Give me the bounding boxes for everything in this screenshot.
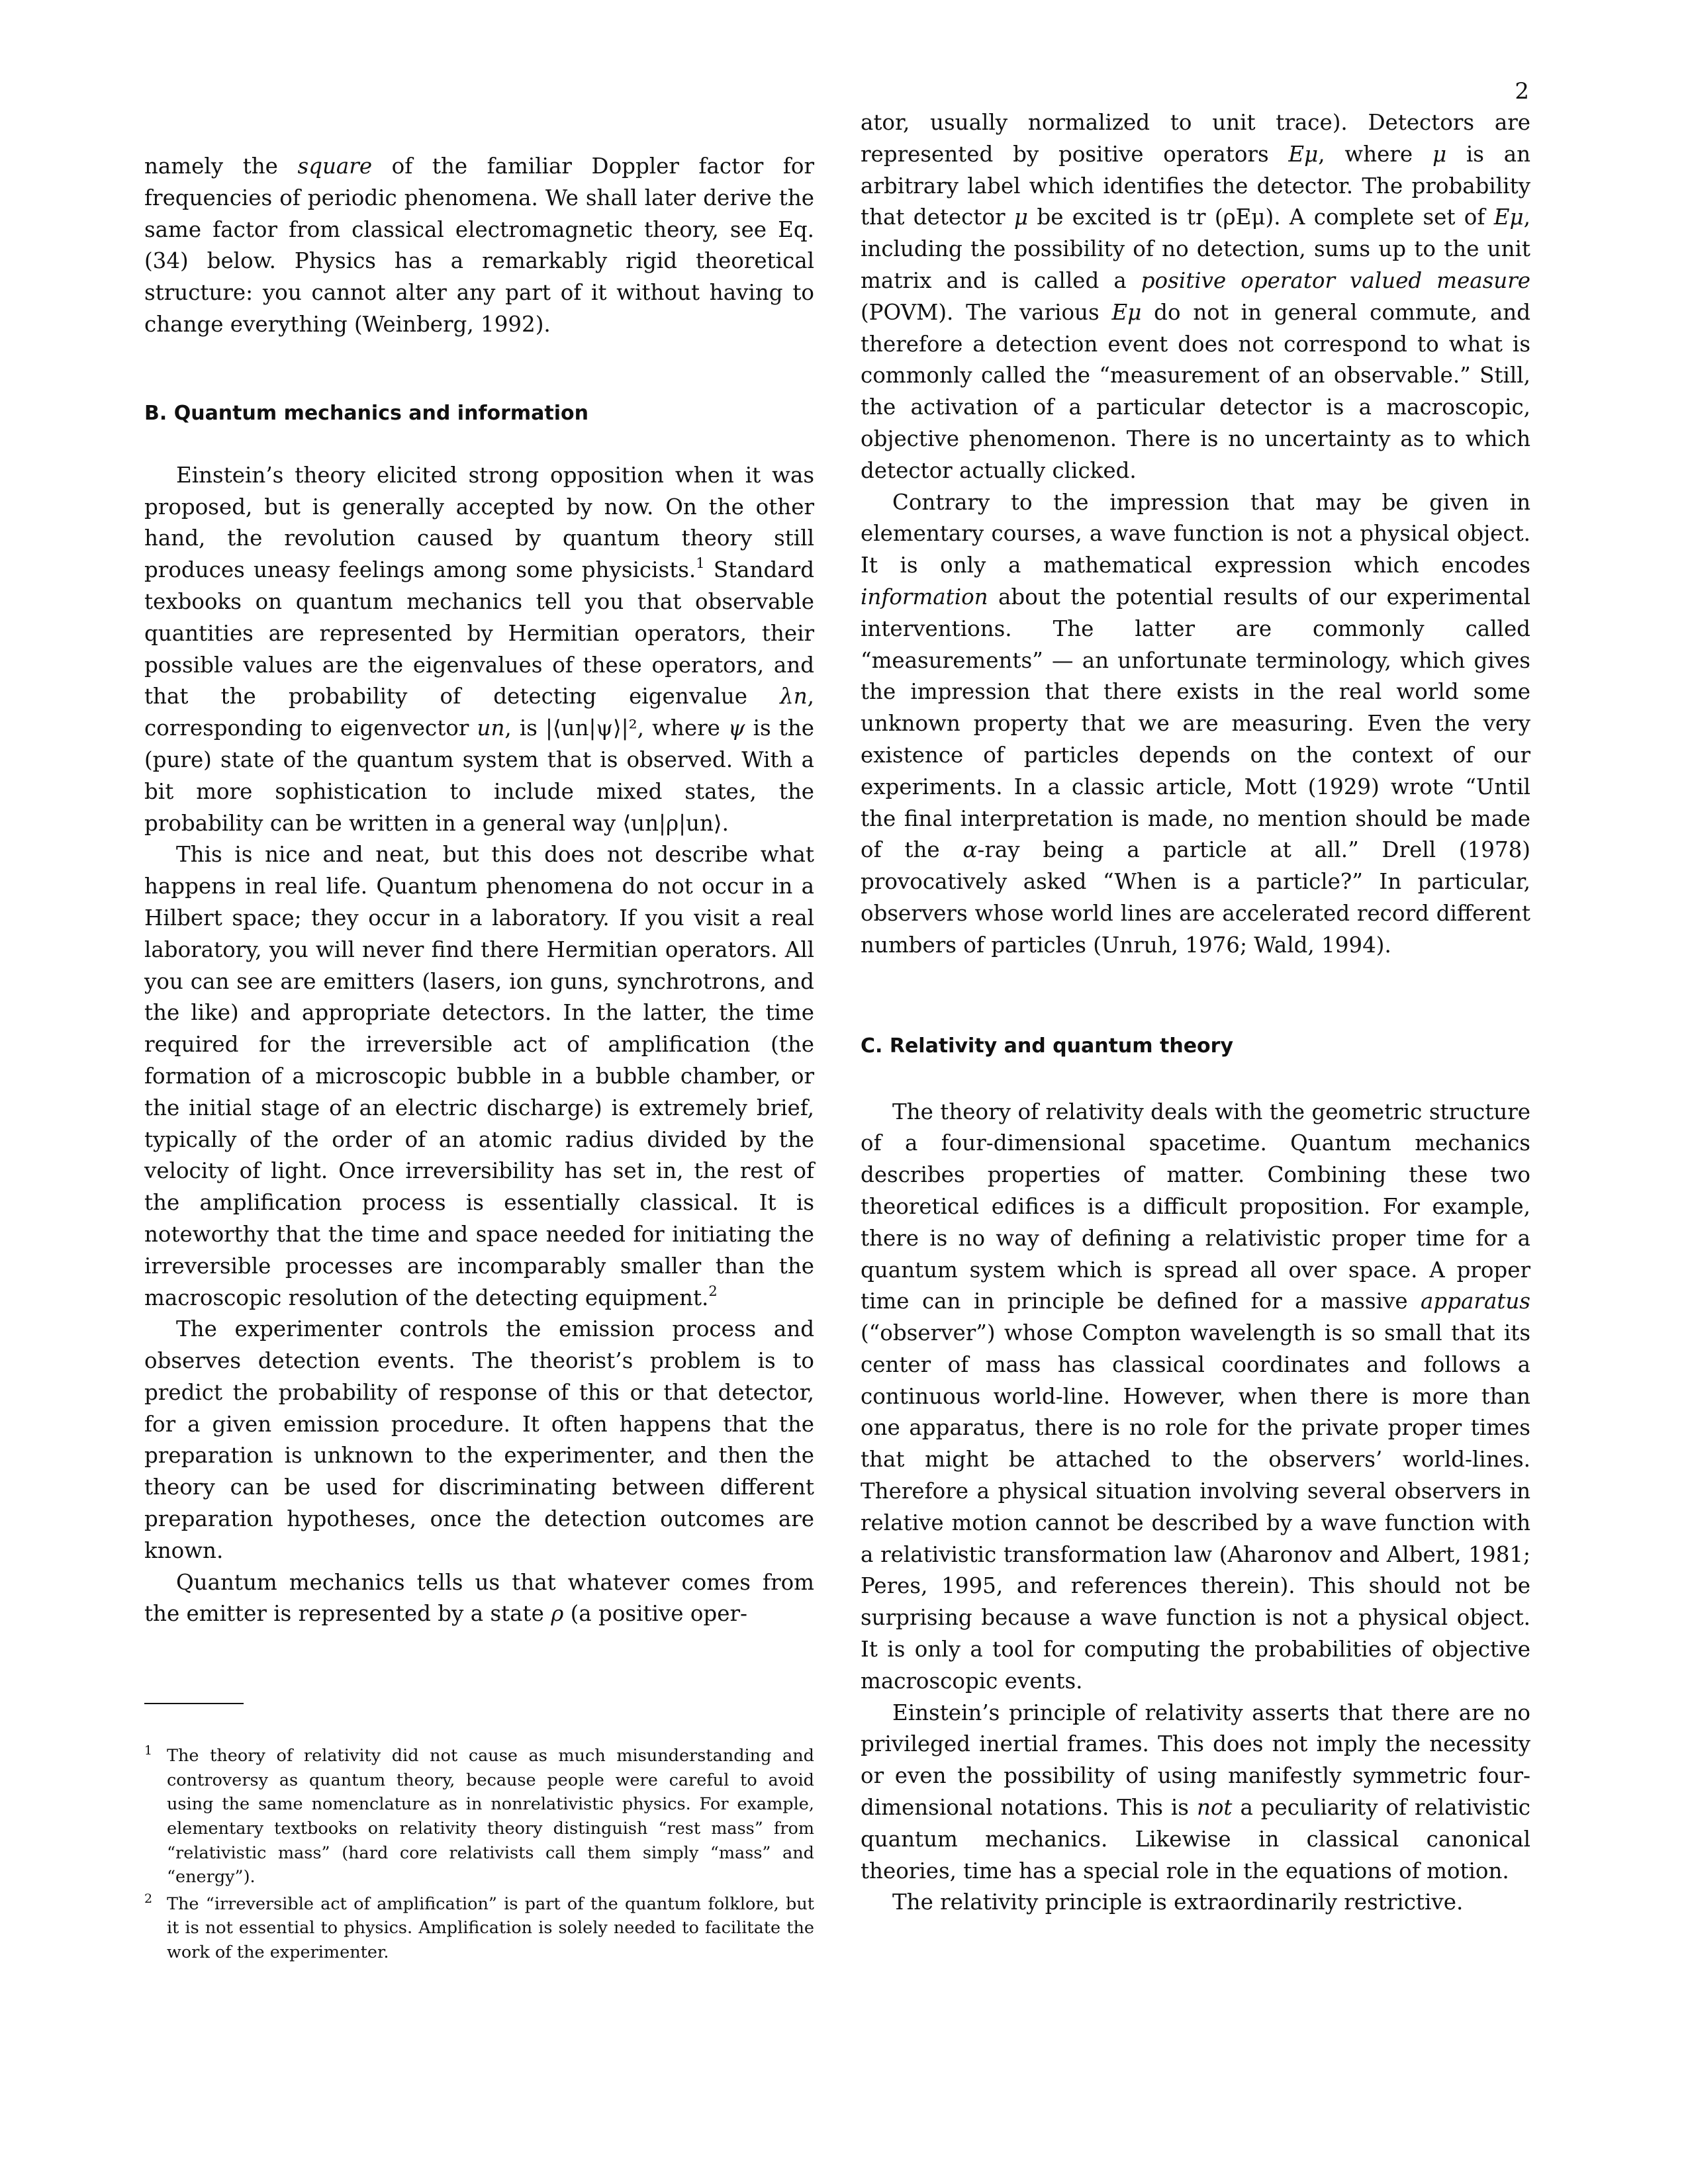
text-run: of the familiar Doppler factor for frequencies of periodic phenomena. We shall later derive the same factor from classical electromagnetic theory, see Eq. (34) below. Physics has a remarkably rigid theoretical structure: you cannot alter any part of it without having to change everything (Weinberg, 1992). <box>144 154 814 337</box>
footnote-text: The theory of relativity did not cause as much misunderstanding and controversy as quantum theory, because people were careful to avoid using the same nomenclature as in nonrelativistic physics. For example, elementary textbooks on relativity theory distinguish “rest mass” from “relativistic mass” (hard core relativists call them simply “mass” and “energy”). <box>167 1746 814 1888</box>
text-run: . <box>722 810 729 836</box>
text-run: Einstein’s theory elicited strong opposition when it was proposed, but is generally accepted by now. On the other hand, the revolution caused by quantum theory still produces uneasy feelings among some physicists. <box>144 462 814 583</box>
paragraph-real-life <box>144 839 814 1314</box>
math-alpha: α <box>962 837 978 863</box>
emphasis-not: not <box>1196 1795 1233 1821</box>
text-run: namely the <box>144 154 298 179</box>
emphasis-apparatus: apparatus <box>1421 1289 1530 1314</box>
text-run: do not in general commute, and therefore a detection event does not correspond to what is commonly called the “measurement of an observable.” Still, the activation of a particular detector is a macroscopic, objective phenomenon. There is no uncertainty as to which detector actually clicked. <box>861 299 1530 483</box>
right-column <box>861 107 1530 1919</box>
text-run: (POVM). The various <box>861 299 1112 325</box>
text-run: The theory of relativity deals with the geometric structure of a four-dimensional spacetime. Quantum mechanics describes properties of matter. Combining these two theoretical edifices is a difficult proposition. For example, there is no way of defining a relativistic proper time for a quantum system which is spread all over space. A proper time can in principle be defined for a massive <box>861 1099 1530 1314</box>
text-run: , including the possibility of no detection, sums up to the unit matrix and is called a <box>861 205 1530 293</box>
text-run: a peculiarity of relativistic quantum mechanics. Likewise in classical canonical theories, time has a special role in the equations of motion. <box>861 1795 1530 1884</box>
math-psi: ψ <box>727 715 745 741</box>
page-number: 2 <box>1515 78 1529 105</box>
text-run: , corresponding to eigenvector <box>144 684 814 741</box>
math-expectation: ⟨un|ρ|un⟩ <box>622 810 722 836</box>
math-mu: μ <box>1013 205 1029 230</box>
paragraph-relativity-structure <box>861 1097 1530 1698</box>
left-column <box>144 151 814 1965</box>
footnote-1: 1 The theory of relativity did not cause as much misunderstanding and controversy as quantum theory, because people were careful to avoid using the same nomenclature as in nonrelativistic physics. For example, elementary textbooks on relativity theory distinguish “rest mass” from “relativistic mass” (hard core relativists call them simply “mass” and “energy”). <box>144 1743 814 1888</box>
paragraph-experimenter: The experimenter controls the emission process and observes detection events. The theorist’s problem is to predict the probability of response of this or that detector, for a given emission procedure. It often happens that the preparation is unknown to the experimenter, and then the theory can be used for discriminating between different preparation hypotheses, once the detection outcomes are known. <box>144 1316 814 1563</box>
text-run: (a positive oper- <box>563 1601 747 1627</box>
text-run: This is nice and neat, but this does not describe what happens in real life. Quantum phenomena do not occur in a Hilbert space; they occur in a laboratory. If you visit a real laboratory, you will never find there Hermitian operators. All you can see are emitters (lasers, ion guns, synchrotrons, and the like) and appropriate detectors. In the latter, the time required for the irreversible act of amplification (the formation of a microscopic bubble in a bubble chamber, or the initial stage of an electric discharge) is extremely brief, typically of the order of an atomic radius divided by the velocity of light. Once irreversibility has set in, the rest of the amplification process is essentially classical. It is noteworthy that the time and space needed for initiating the irreversible processes are incomparably smaller than the macroscopic resolution of the detecting equipment. <box>144 842 814 1310</box>
text-run: Standard texbooks on quantum mechanics tell you that observable quantities are represented by Hermitian operators, their possible values are the eigenvalues of these operators, and that the probability of detecting eigenvalue <box>144 557 814 709</box>
footnote-text: The “irreversible act of amplification” is part of the quantum folklore, but it is not essential to physics. Amplification is solely needed to facilitate the work of the experimenter. <box>167 1893 814 1963</box>
emphasis-povm: positive operator valued measure <box>1141 267 1530 293</box>
math-e-mu: Eμ <box>1493 205 1524 230</box>
text-run: Quantum mechanics tells us that whatever comes from the emitter is represented by a state <box>144 1569 814 1627</box>
paragraph-relativity-restrictive: The relativity principle is extraordinarily restrictive. <box>892 1889 1464 1915</box>
text-run: , where <box>1318 141 1432 167</box>
math-e-mu: Eμ <box>1111 299 1142 325</box>
footnote-ref-2: 2 <box>708 1283 718 1299</box>
section-heading-c: C. Relativity and quantum theory <box>861 1034 1233 1058</box>
footnote-divider <box>144 1703 244 1704</box>
paragraph-detectors <box>861 107 1530 487</box>
math-u-n: un <box>477 715 505 741</box>
math-rho: ρ <box>551 1601 564 1627</box>
text-run: about the potential results of our experimental interventions. The latter are commonly called “measurements” — an unfortunate terminology, which gives the impression that there exists in the real world some unknown property that we are measuring. Even the very existence of particles depends on the context of our experiments. In a classic article, Mott (1929) wrote “Until the final interpretation is made, no mention should be made of the <box>861 584 1530 863</box>
text-run: is the (pure) state of the quantum system that is observed. With a bit more sophistication to include mixed states, the probability can be written in a general way <box>144 715 814 836</box>
paragraph-emitter-state <box>144 1567 814 1631</box>
emphasis-square: square <box>297 154 373 179</box>
text-run: be excited is <box>1028 205 1187 230</box>
text-run: is an arbitrary label which identifies the detector. The probability that detector <box>861 141 1531 230</box>
paragraph-einstein-opposition <box>144 460 814 840</box>
math-lambda-n: λn <box>780 684 808 709</box>
section-heading-b: B. Quantum mechanics and information <box>144 401 589 425</box>
paragraph-einstein-principle <box>861 1698 1530 1888</box>
text-run: ator, usually normalized to unit trace). Detectors are represented by positive operators <box>861 110 1530 167</box>
paragraph-doppler-conclusion <box>144 151 814 341</box>
math-probability-amplitude: |⟨un|ψ⟩|² <box>545 715 637 741</box>
text-run: , where <box>637 715 728 741</box>
text-run: (“observer”) whose Compton wavelength is so small that its center of mass has classical coordinates and follows a continuous world-line. However, when there is more than one apparatus, there is no role for the private proper times that might be attached to the observers’ world-lines. Therefore a physical situation involving several observers in relative motion cannot be described by a wave function with a relativistic transformation law (Aharonov and Albert, 1981; Peres, 1995, and references therein). This should not be surprising because a wave function is not a physical object. It is only a tool for computing the probabilities of objective macroscopic events. <box>861 1320 1530 1694</box>
text-run: -ray being a particle at all.” Drell (1978) provocatively asked “When is a particle?” In particular, observers whose world lines are accelerated record different numbers of particles (Unruh, 1976; Wald, 1994). <box>861 837 1530 958</box>
emphasis-information: information <box>861 584 988 610</box>
footnote-2: 2 The “irreversible act of amplification” is part of the quantum folklore, but it is not essential to physics. Amplification is solely needed to facilitate the work of the experimenter. <box>144 1891 814 1963</box>
text-run: Contrary to the impression that may be given in elementary courses, a wave function is not a physical object. It is only a mathematical expression which encodes <box>861 489 1530 578</box>
math-trace: tr (ρEμ) <box>1186 205 1274 230</box>
footnote-ref-1: 1 <box>696 555 705 572</box>
math-e-mu: Eμ <box>1288 141 1319 167</box>
paragraph-wave-function <box>861 487 1530 962</box>
math-mu: μ <box>1432 141 1447 167</box>
text-run: . A complete set of <box>1274 205 1494 230</box>
text-run: , is <box>504 715 546 741</box>
text-run: Einstein’s principle of relativity asserts that there are no privileged inertial frames. This does not imply the necessity or even the possibility of using manifestly symmetric four-dimensional notations. This is <box>861 1700 1530 1821</box>
